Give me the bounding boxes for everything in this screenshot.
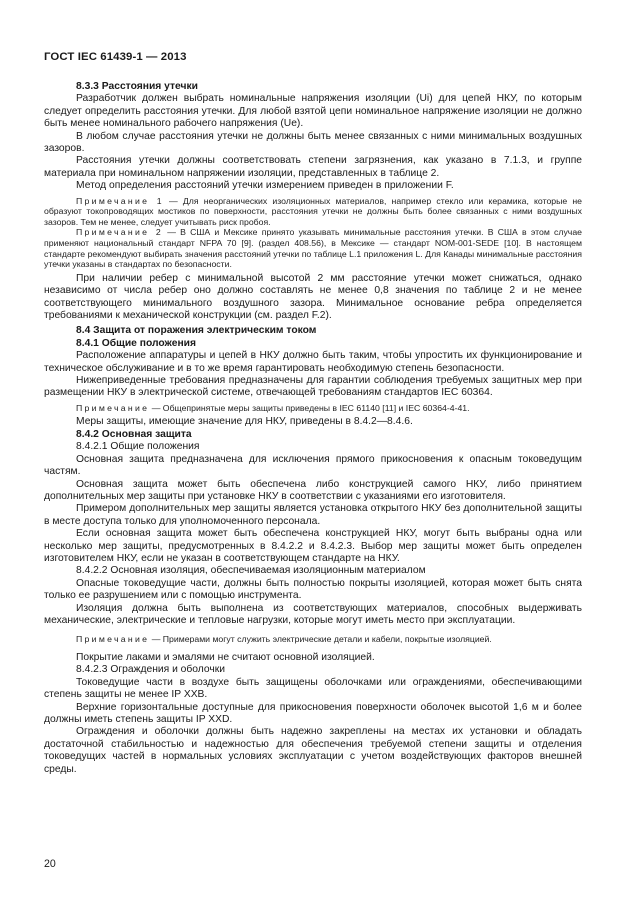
paragraph: Разработчик должен выбрать номинальные напряжения изоляции (Ui) для цепей НКУ, по которым следует определить расстояния утечки. Для любой взятой цепи номинальное напряжение изоляции не должно быть менее номинального рабочего напряжения (Ue). (44, 93, 582, 130)
paragraph: Нижеприведенные требования предназначены для гарантии соблюдения требуемых защитных мер при размещении НКУ в электрической системе, отвечающей требованиям стандартов IEC 60364. (44, 375, 582, 399)
paragraph: Основная защита предназначена для исключения прямого прикосновения к опасным токоведущим частям. (44, 453, 582, 478)
note (44, 634, 582, 645)
note (44, 196, 582, 228)
paragraph: Токоведущие части в воздухе быть защищены оболочками или ограждениями, обеспечивающими степень защиты не менее IP XXB. (44, 676, 582, 701)
paragraph: Изоляция должна быть выполнена из соответствующих материалов, способных выдерживать механические, электрические и тепловые нагрузки, которые могут иметь место при эксплуатации. (44, 602, 582, 626)
paragraph: Расстояния утечки должны соответствовать степени загрязнения, как указано в 7.1.3, и группе материала при номинальном напряжении изоляции, представленных в таблице 2. (44, 155, 582, 179)
section-heading: 8.3.3 Расстояния утечки (76, 81, 198, 92)
note-text: — В США и Мексике принято указывать минимальные расстояния утечки. В США в этом случае применяют национальный стандарт NFPA 70 [9]. (раздел 408.56), в Мексике — стандарт NOM-001-SEDE [10]. В настоящем стандарте рекомендуют выбирать значения расстояний утечки по таблице L.1 приложения L. Для Канады минимальные расстояния утечки указаны в стандартах по безопасности. (44, 227, 582, 270)
note-text: — Примерами могут служить электрические детали и кабели, покрытые изоляцией. (149, 634, 492, 645)
paragraph: Ограждения и оболочки должны быть надежно закреплены на местах их установки и обладать достаточной стабильностью и надежностью для обеспечения требуемой степени защиты и отделения токоведущих частей в нормальных условиях эксплуатации с учетом воздействующих факторов внешней среды. (44, 726, 582, 775)
document-header: ГОСТ IEC 61439-1 — 2013 (44, 51, 187, 63)
note-label: Примечание 2 (76, 227, 163, 238)
paragraph: Опасные токоведущие части, должны быть полностью покрыты изоляцией, которая может быть снята только ее разрушением или с помощью инструмента. (44, 577, 582, 602)
paragraph: В любом случае расстояния утечки не должны быть менее связанных с ними минимальных воздушных зазоров. (44, 130, 582, 155)
paragraph: При наличии ребер с минимальной высотой 2 мм расстояние утечки может снижаться, однако независимо от числа ребер оно должно составлять не менее 0,8 значения по таблице 2 и не менее соответствующего минимального воздушного зазора. Минимальное основание ребра определяется требованиями к механической конструкции (см. раздел F.2). (44, 272, 582, 322)
subsection-heading: 8.4.2.1 Общие положения (76, 441, 200, 453)
section-heading: 8.4.1 Общие положения (76, 337, 196, 349)
section-heading: 8.4.2 Основная защита (76, 428, 192, 440)
document-body (44, 81, 582, 776)
paragraph: Меры защиты, имеющие значение для НКУ, приведены в 8.4.2—8.4.6. (76, 416, 413, 428)
subsection-heading: 8.4.2.3 Ограждения и оболочки (76, 664, 226, 676)
paragraph: Основная защита может быть обеспечена либо конструкцией самого НКУ, либо принятием дополнительных мер защиты при установке НКУ в соответствии с указаниями его изготовителя. (44, 478, 582, 502)
note (44, 227, 582, 269)
paragraph: Расположение аппаратуры и цепей в НКУ должно быть таким, чтобы упростить их функционирование и техническое обслуживание и в то же время гарантировать необходимую степень безопасности. (44, 350, 582, 374)
paragraph: Покрытие лаками и эмалями не считают основной изоляцией. (76, 651, 375, 663)
paragraph: Верхние горизонтальные доступные для прикосновения поверхности оболочек высотой 1,6 м и более должны иметь степень защиты IP XXD. (44, 701, 582, 725)
paragraph: Если основная защита может быть обеспечена конструкцией НКУ, могут быть выбраны одна или несколько мер защиты, предусмотренных в 8.4.2.2 и 8.4.2.3. Выбор мер защиты может быть определен изготовителем НКУ, если не указан в соответствующем стандарте на НКУ. (44, 528, 582, 564)
paragraph: Примером дополнительных мер защиты является установка открытого НКУ без дополнительной защиты в месте доступа только для уполномоченного персонала. (44, 503, 582, 527)
page-number: 20 (44, 858, 56, 870)
subsection-heading: 8.4.2.2 Основная изоляция, обеспечиваемая изоляционным материалом (76, 565, 426, 577)
paragraph: Метод определения расстояний утечки измерением приведен в приложении F. (76, 180, 454, 192)
section-heading: 8.4 Защита от поражения электрическим током (76, 325, 317, 337)
note-label: Примечание 1 (76, 195, 164, 206)
note (44, 403, 582, 414)
note-text: — Общепринятые меры защиты приведены в IEC 61140 [11] и IEC 60364-4-41. (149, 402, 470, 413)
note-label: Примечание (76, 402, 150, 413)
note-label: Примечание (76, 634, 150, 645)
note-text: — Для неорганических изоляционных материалов, например стекло или керамика, которые не образуют токопроводящих мостиков по поверхности, расстояния утечки не должны быть более связанных с ними воздушных зазоров. Тем не менее, следует учитывать риск пробоя. (44, 195, 582, 227)
